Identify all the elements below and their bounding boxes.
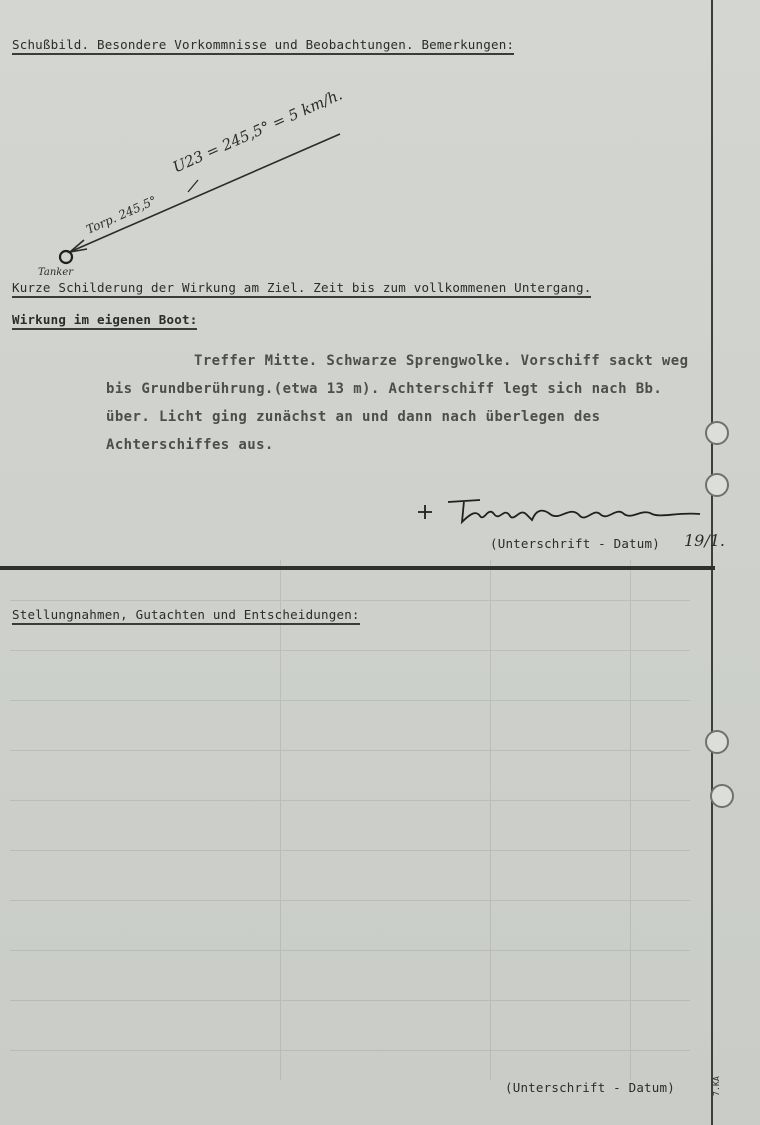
shot-sketch xyxy=(40,120,350,280)
section-divider xyxy=(0,566,715,570)
punch-hole xyxy=(705,421,729,445)
signature-date-label-bottom: (Unterschrift - Datum) xyxy=(505,1080,675,1095)
right-margin-line xyxy=(711,0,713,1125)
signature-date-label: (Unterschrift - Datum) xyxy=(490,536,660,551)
bleed-through-grid xyxy=(10,560,700,1080)
report-text: Treffer Mitte. Schwarze Sprengwolke. Vorschiff sackt weg bis Grundberührung.(etwa 13 m). Achterschiff legt sich nach Bb. über. Licht ging zunächst an und dann nach überlegen des Achterschiffes aus. xyxy=(106,353,689,453)
course-note: U23 = 245,5° = 5 km/h. xyxy=(170,85,345,177)
punch-hole xyxy=(705,730,729,754)
torpedo-note: Torp. 245,5° xyxy=(84,193,159,237)
section-heading-opinions: Stellungnahmen, Gutachten und Entscheidungen: xyxy=(12,607,360,625)
signature-date: 19/1. xyxy=(684,531,726,550)
section-heading-effect-own-boat: Wirkung im eigenen Boot: xyxy=(12,312,197,330)
punch-hole xyxy=(705,473,729,497)
margin-stamp: 7.KA xyxy=(712,1075,721,1096)
punch-hole xyxy=(710,784,734,808)
signature xyxy=(410,492,710,532)
target-label: Tanker xyxy=(38,267,74,278)
section-heading-effect-target: Kurze Schilderung der Wirkung am Ziel. Zeit bis zum vollkommenen Untergang. xyxy=(12,280,591,298)
section-heading-shot-diagram: Schußbild. Besondere Vorkommnisse und Beobachtungen. Bemerkungen: xyxy=(12,37,514,55)
